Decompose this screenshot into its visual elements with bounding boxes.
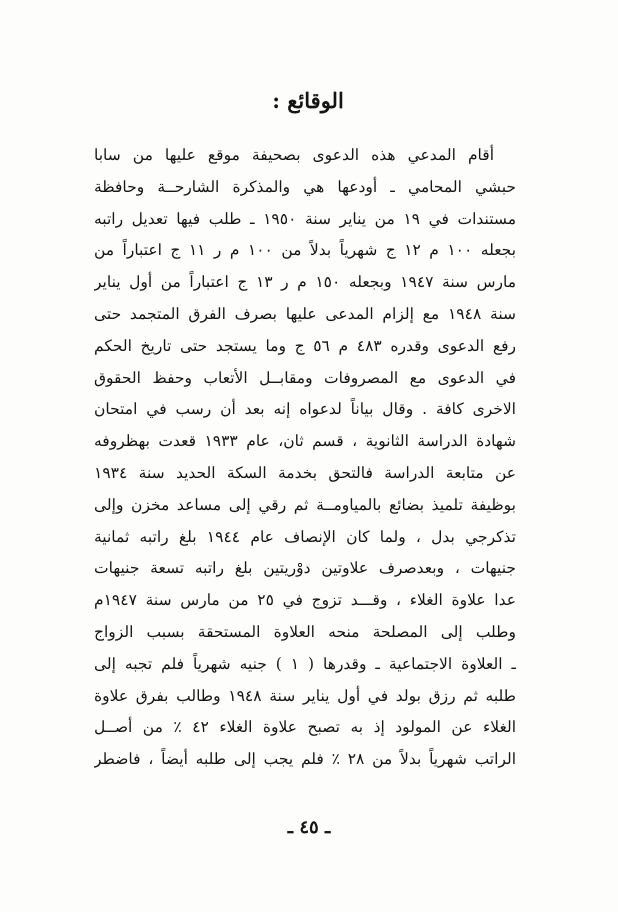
text-line: جنيهات ، وبعدصرف علاوتين دوْريتين بلغ راتبه تسعة جنيهات — [94, 559, 516, 578]
text-line: سنة ١٩٤٨ مع إلزام المدعى عليها بصرف الفرق المتجمد حتى — [94, 304, 516, 323]
text-line: أقام المدعي هذه الدعوى بصحيفة موقع عليها من سابا — [94, 146, 494, 164]
text-line: الغلاء عن المولود إذ به تصبح علاوة الغلاء ٤٢ ٪ من أصــل — [94, 718, 516, 737]
text-line: بوظيفة تلميذ بضائع بالمياومــة ثم رقي إلى مساعد مخزن وإلى — [94, 495, 516, 514]
text-line: طلبه ثم رزق بولد في أول يناير سنة ١٩٤٨ وطالب بفرق علاوة — [94, 686, 516, 705]
text-line: وطلب إلى المصلحة منحه العلاوة المستحقة بسبب الزواج — [94, 622, 516, 641]
text-line: الراتب شهرياً بدلاً من ٢٨ ٪ فلم يجب إلى طلبه أيضاً ، فاضطر — [94, 750, 516, 769]
text-line: الاخرى كافة . وقال بياناً لدعواه إنه بعد أن رسب في امتحان — [94, 400, 516, 419]
text-line: في الدعوى مع المصروفات ومقابــل الأتعاب وحفظ الحقوق — [94, 368, 516, 387]
page-number: ـ ٤٥ ـ — [287, 817, 331, 838]
text-line: مارس سنة ١٩٤٧ وبجعله ١٥٠ م ر ١٣ ج اعتباراً من أول يناير — [94, 273, 516, 292]
text-line: رفع الدعوى وقدره ٤٨٣ م ٥٦ ج وما يستجد حتى تاريخ الحكم — [94, 336, 516, 355]
text-line: حبشي المحامي ـ أودعها هي والمذكرة الشارحــة وحافظة — [94, 177, 516, 196]
body-text — [94, 140, 516, 776]
text-line: عدا علاوة الغلاء ، وقـــد تزوج في ٢٥ من مارس سنة ١٩٤٧م — [94, 591, 516, 610]
text-line: ـ العلاوة الاجتماعية ـ وقدرها ( ١ ) جنيه شهرياً فلم تجبه إلى — [94, 654, 516, 673]
text-line: تذكرجي بدل ، ولما كان الإنصاف عام ١٩٤٤ بلغ راتبه ثمانية — [94, 527, 516, 546]
text-line: عن متابعة الدراسة فالتحق بخدمة السكة الحديد سنة ١٩٣٤ — [94, 463, 516, 482]
text-line: شهادة الدراسة الثانوية ، قسم ثان، عام ١٩٣٣ قعدت بهظروفه — [94, 432, 516, 451]
text-line: بجعله ١٠٠ م ١٢ ج شهرياً بدلاً من ١٠٠ م ر ١١ ج اعتباراً من — [94, 241, 516, 260]
text-line: مستندات في ١٩ من يناير سنة ١٩٥٠ ـ طلب فيها تعديل راتبه — [94, 209, 516, 228]
section-heading: الوقائع : — [272, 88, 344, 113]
